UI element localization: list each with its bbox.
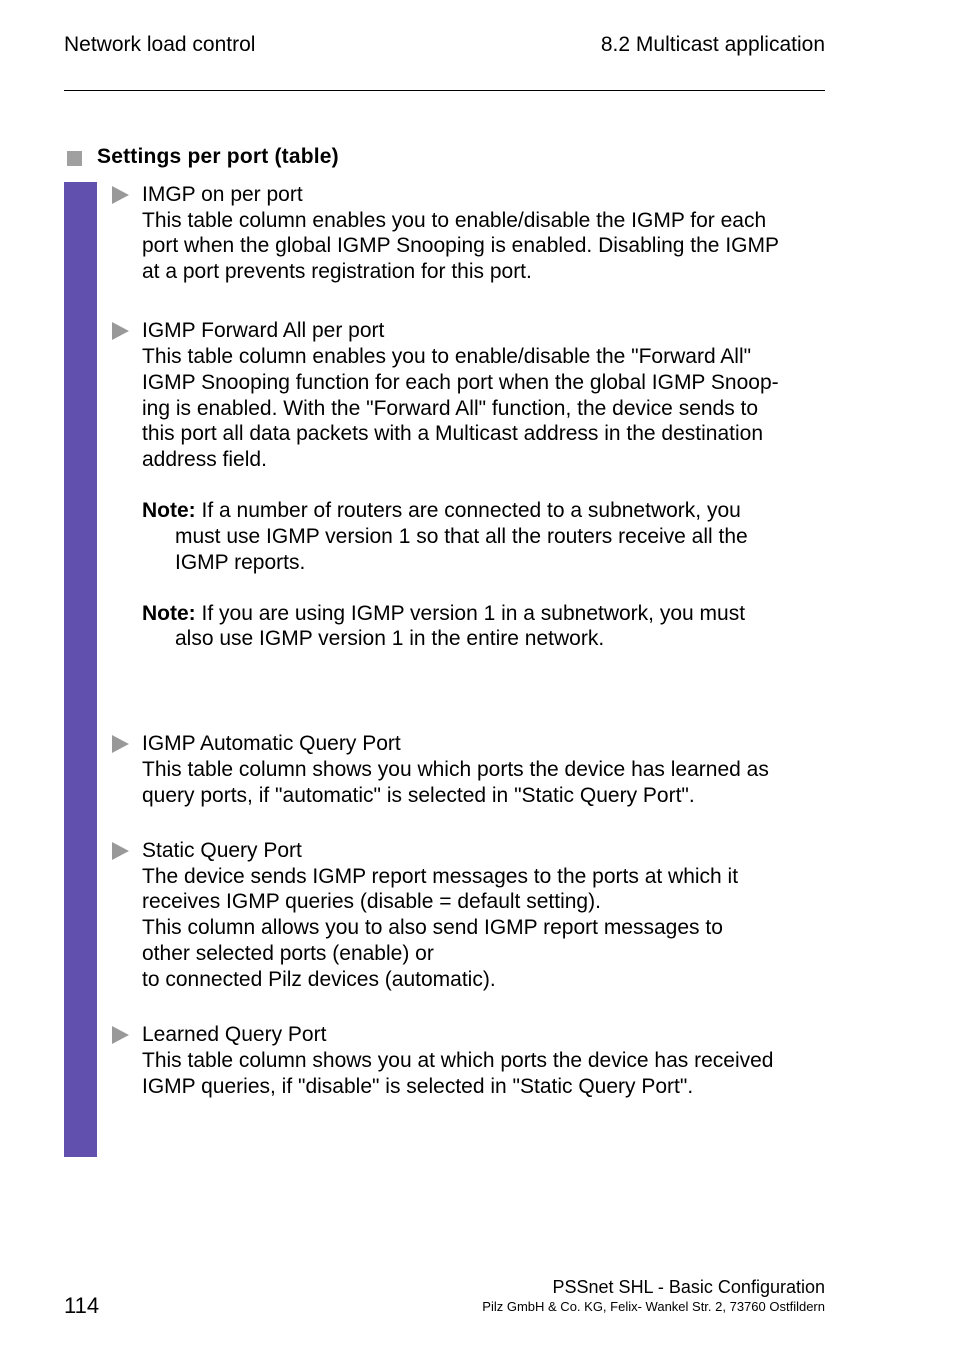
item-title: IGMP Forward All per port bbox=[142, 319, 385, 342]
item-text-line: other selected ports (enable) or bbox=[142, 942, 434, 965]
header-chapter-title: Network load control bbox=[64, 33, 256, 56]
note-label: Note: bbox=[142, 499, 196, 522]
item-text-line: ing is enabled. With the "Forward All" function, the device sends to bbox=[142, 397, 759, 420]
page-number: 114 bbox=[64, 1293, 100, 1318]
note-text-line: also use IGMP version 1 in the entire network. bbox=[175, 627, 605, 650]
footer-address: Pilz GmbH & Co. KG, Felix- Wankel Str. 2, 73760 Ostfildern bbox=[482, 1299, 825, 1314]
item-title: IMGP on per port bbox=[142, 183, 303, 206]
item-title: Learned Query Port bbox=[142, 1023, 327, 1046]
item-title: IGMP Automatic Query Port bbox=[142, 732, 401, 755]
item-text-line: IGMP Snooping function for each port when the global IGMP Snoop- bbox=[142, 371, 779, 394]
item-text-line: IGMP queries, if "disable" is selected in "Static Query Port". bbox=[142, 1075, 694, 1098]
item-text-line: This table column enables you to enable/disable the "Forward All" bbox=[142, 345, 752, 368]
triangle-bullet-icon bbox=[112, 1026, 129, 1044]
note-text-line: must use IGMP version 1 so that all the routers receive all the bbox=[175, 525, 748, 548]
item-text-line: This table column shows you at which ports the device has received bbox=[142, 1049, 774, 1072]
note-text: If you are using IGMP version 1 in a subnetwork, you must bbox=[195, 602, 746, 625]
side-marker-bar bbox=[64, 182, 97, 1157]
note-label: Note: bbox=[142, 602, 196, 625]
item-text-line: The device sends IGMP report messages to the ports at which it bbox=[142, 865, 739, 888]
section-title: Settings per port (table) bbox=[97, 145, 339, 168]
triangle-bullet-icon bbox=[112, 842, 129, 860]
item-text-line: this port all data packets with a Multicast address in the destination bbox=[142, 422, 763, 445]
triangle-bullet-icon bbox=[112, 735, 129, 753]
item-text-line: query ports, if "automatic" is selected in "Static Query Port". bbox=[142, 784, 695, 807]
item-text-line: to connected Pilz devices (automatic). bbox=[142, 968, 496, 991]
triangle-bullet-icon bbox=[112, 186, 129, 204]
item-text-line: This table column shows you which ports the device has learned as bbox=[142, 758, 769, 781]
header-section-title: 8.2 Multicast application bbox=[600, 33, 825, 56]
note-text-line: IGMP reports. bbox=[175, 551, 306, 574]
item-title: Static Query Port bbox=[142, 839, 302, 862]
item-text-line: receives IGMP queries (disable = default setting). bbox=[142, 890, 601, 913]
triangle-bullet-icon bbox=[112, 322, 129, 340]
item-text-line: This table column enables you to enable/disable the IGMP for each bbox=[142, 209, 767, 232]
note-paragraph bbox=[142, 498, 741, 524]
square-bullet-icon bbox=[67, 151, 82, 166]
item-text-line: port when the global IGMP Snooping is enabled. Disabling the IGMP bbox=[142, 234, 779, 257]
footer-document-title: PSSnet SHL - Basic Configuration bbox=[552, 1277, 825, 1297]
item-text-line: address field. bbox=[142, 448, 267, 471]
note-paragraph bbox=[142, 601, 745, 627]
item-text-line: This column allows you to also send IGMP report messages to bbox=[142, 916, 723, 939]
header-divider bbox=[64, 90, 825, 91]
item-text-line: at a port prevents registration for this port. bbox=[142, 260, 532, 283]
note-text: If a number of routers are connected to a subnetwork, you bbox=[195, 499, 741, 522]
